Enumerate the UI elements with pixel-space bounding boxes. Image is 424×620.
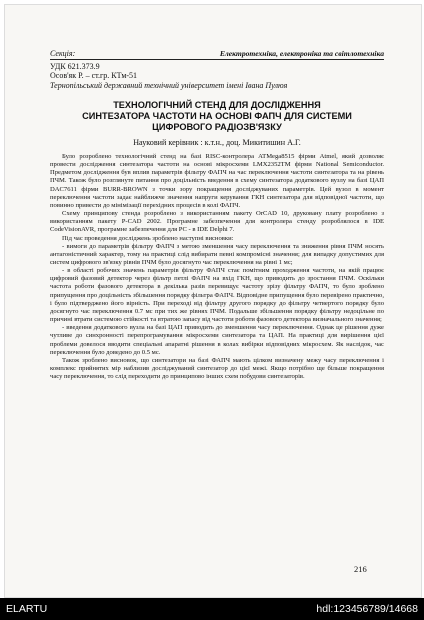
body-paragraph: Також зроблено висновок, що синтезатори на базі ФАПЧ мають цілком визначену межу часу переключення і комплекс прийнятих мір наблизив досліджуваний синтезатор до цієї межі. Якщо потрібно ще більше покращення часу переключення, то слід переходити до принципово інших схем побудови синтезаторів.: [50, 356, 384, 381]
body-paragraph: Було розроблено технологічний стенд на базі RISC-контролера ATMega8515 фірми Atmel, який дозволяє провести дослідження синтезатора частоти на основі мікросхеми LMX2352TM фірми National Semiconductor. Предметом дослідження був вплив параметрів фільтру ФАПЧ на час переключення частоти синтезатора та на рівень ПЧМ. Також було розглянуте питання про доцільність введення в схему синтезатора додаткового вузлу на базі ЦАП DAC7611 фірми BURR-BROWN з точки зору покращення досліджуваних параметрів. Цей вузол в момент переключення частоти задає найближче значення напруги керування ГКН синтезатора для відповідної частоти, що повинно привести до мінімізації перехідних процесів в колі ФАПЧ.: [50, 152, 384, 209]
body-paragraph: Під час проведення досліджень зроблено наступні висновки:: [62, 234, 234, 242]
paper-title: [50, 100, 384, 134]
affiliation-line: Тернопільський державний технічний університет імені Івана Пулюя: [50, 80, 288, 90]
paper-page: [50, 48, 384, 381]
body-paragraph: Схему принципову стенда розроблено з використанням пакету OrCAD 10, друковану плату розроблено з використанням пакету P-CAD 2002. Програмне забезпечення для контролера стенду розроблялося в IDE CodeVisionAVR, програмне забезпечення для PC - в IDE Delphi 7.: [50, 210, 384, 234]
title-line: ТЕХНОЛОГІЧНИЙ СТЕНД ДЛЯ ДОСЛІДЖЕННЯ: [113, 99, 321, 110]
conclusion-item: - введення додаткового вузла на базі ЦАП приводить до зменшення часу переключення. Однак це рішення дуже чутливе до синхронності перепрограмування мікросхеми синтезатора та ЦАП. На практиці для вирішення цієї проблеми довелося вводити спеціальні апаратні рішення в колах вибірки відповідних мікросхем. Як наслідок, час переключення було доведено до 0.5 мс.: [50, 324, 384, 356]
repository-name: ELARTU: [6, 603, 48, 615]
paper-body: [50, 153, 384, 381]
udc-code: УДК 621.373.9: [50, 62, 100, 71]
author-line: Осов'як Р. – ст.гр. КТм-51: [50, 71, 138, 81]
section-label: Секція:: [50, 48, 76, 58]
supervisor-line: Науковий керівник : к.т.н., доц. Микитишин А.Г.: [133, 137, 301, 147]
conclusion-item: - вимоги до параметрів фільтру ФАПЧ з метою зменшення часу переключення та зниження рівня ПЧМ носять антагоністичний характер, тому на практиці слід вибирати певні компромісні значення; для випадку допустимих для систем цифрового зв'язку рівнів ПЧМ було досягнуто час переключення на рівні 1 мс;: [50, 242, 384, 266]
title-line: ЦИФРОВОГО РАДІОЗВ'ЯЗКУ: [152, 122, 282, 133]
page-number: 216: [354, 564, 367, 574]
repository-footer: [0, 598, 424, 620]
section-name: Електротехніка, електроніка та світлотехніка: [219, 48, 384, 58]
handle-link[interactable]: hdl:123456789/14668: [316, 603, 418, 615]
conclusion-item: - в області робочих значень параметрів фільтру ФАПЧ стає помітним проходження частоти, на якій працює цифровий фазовий детектор через фільтр петлі ФАПЧ на вхід ГКН, що приводить до зростання ПЧМ. Оскільки частота роботи фазового детектора в декілька разів перевищує частоту зрізу фільтру ФАПЧ, то було зроблено припущення про доцільність збільшення порядку фільтра ФАПЧ. Відповідне припущення було перевірено практично, і було підтверджено його вірність. При переході від фільтру другого порядку до фільтру четвертого порядку було досягнуто час переключення 0.7 мс при тих же рівнях ПЧМ. Подальше збільшення порядку фільтру недоцільне по причині втрати системою стійкості та втратою запасу від частоти роботи фазового детектора визначального значення;: [50, 267, 384, 324]
header-rule: [50, 59, 384, 60]
section-header: [50, 48, 384, 58]
title-line: СИНТЕЗАТОРА ЧАСТОТИ НА ОСНОВІ ФАПЧ ДЛЯ СИСТЕМИ: [82, 111, 352, 122]
